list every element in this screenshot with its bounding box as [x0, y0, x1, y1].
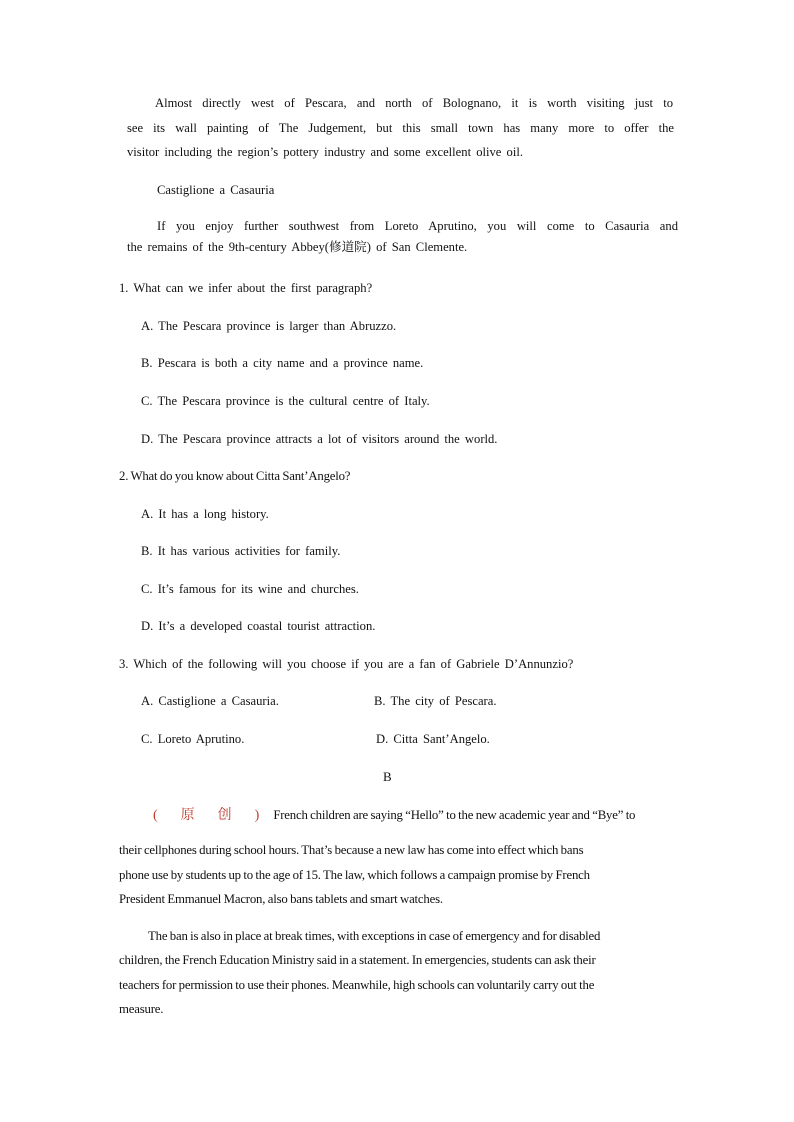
- question-stem: 2. What do you know about Citta Sant’Angelo?: [119, 469, 351, 483]
- paragraph-line: the remains of the 9th-century Abbey(修道院) of San Clemente.: [127, 240, 468, 254]
- paragraph-line: visitor including the region’s pottery industry and some excellent olive oil.: [127, 145, 523, 159]
- option-d: D. Citta Sant’Angelo.: [376, 732, 490, 746]
- original-tag: ( 原 创 ): [153, 808, 270, 823]
- question-stem: 3. Which of the following will you choose if you are a fan of Gabriele D’Annunzio?: [119, 657, 574, 671]
- option-c: C. Loreto Aprutino.: [141, 732, 245, 746]
- paragraph-line: If you enjoy further southwest from Loreto Aprutino, you will come to Casauria and: [157, 219, 678, 233]
- paragraph-line: measure.: [119, 1002, 164, 1016]
- paragraph-line: [153, 807, 635, 824]
- option-b: B. The city of Pescara.: [374, 694, 497, 708]
- paragraph-line: Almost directly west of Pescara, and north of Bolognano, it is worth visiting just to: [155, 96, 673, 110]
- paragraph-line: phone use by students up to the age of 15. The law, which follows a campaign promise by French: [119, 868, 590, 882]
- paragraph-line: teachers for permission to use their phones. Meanwhile, high schools can voluntarily carry out the: [119, 978, 595, 992]
- option-c: C. The Pescara province is the cultural centre of Italy.: [141, 394, 430, 408]
- option-a: A. Castiglione a Casauria.: [141, 694, 279, 708]
- paragraph-line: see its wall painting of The Judgement, but this small town has many more to offer the: [127, 121, 674, 135]
- paragraph-line: The ban is also in place at break times, with exceptions in case of emergency and for disabled: [148, 929, 601, 943]
- paragraph-line: President Emmanuel Macron, also bans tablets and smart watches.: [119, 892, 443, 906]
- paragraph-text: French children are saying “Hello” to the new academic year and “Bye” to: [273, 808, 636, 822]
- section-letter: B: [383, 769, 392, 784]
- question-stem: 1. What can we infer about the first paragraph?: [119, 281, 373, 295]
- option-d: D. It’s a developed coastal tourist attraction.: [141, 619, 376, 633]
- paragraph-line: their cellphones during school hours. That’s because a new law has come into effect which bans: [119, 843, 584, 857]
- paragraph-line: children, the French Education Ministry said in a statement. In emergencies, students can ask their: [119, 953, 596, 967]
- option-a: A. It has a long history.: [141, 507, 269, 521]
- option-a: A. The Pescara province is larger than Abruzzo.: [141, 319, 397, 333]
- option-b: B. Pescara is both a city name and a province name.: [141, 356, 424, 370]
- subheading: Castiglione a Casauria: [157, 183, 275, 197]
- option-b: B. It has various activities for family.: [141, 544, 341, 558]
- option-c: C. It’s famous for its wine and churches.: [141, 582, 359, 596]
- option-d: D. The Pescara province attracts a lot of visitors around the world.: [141, 432, 498, 446]
